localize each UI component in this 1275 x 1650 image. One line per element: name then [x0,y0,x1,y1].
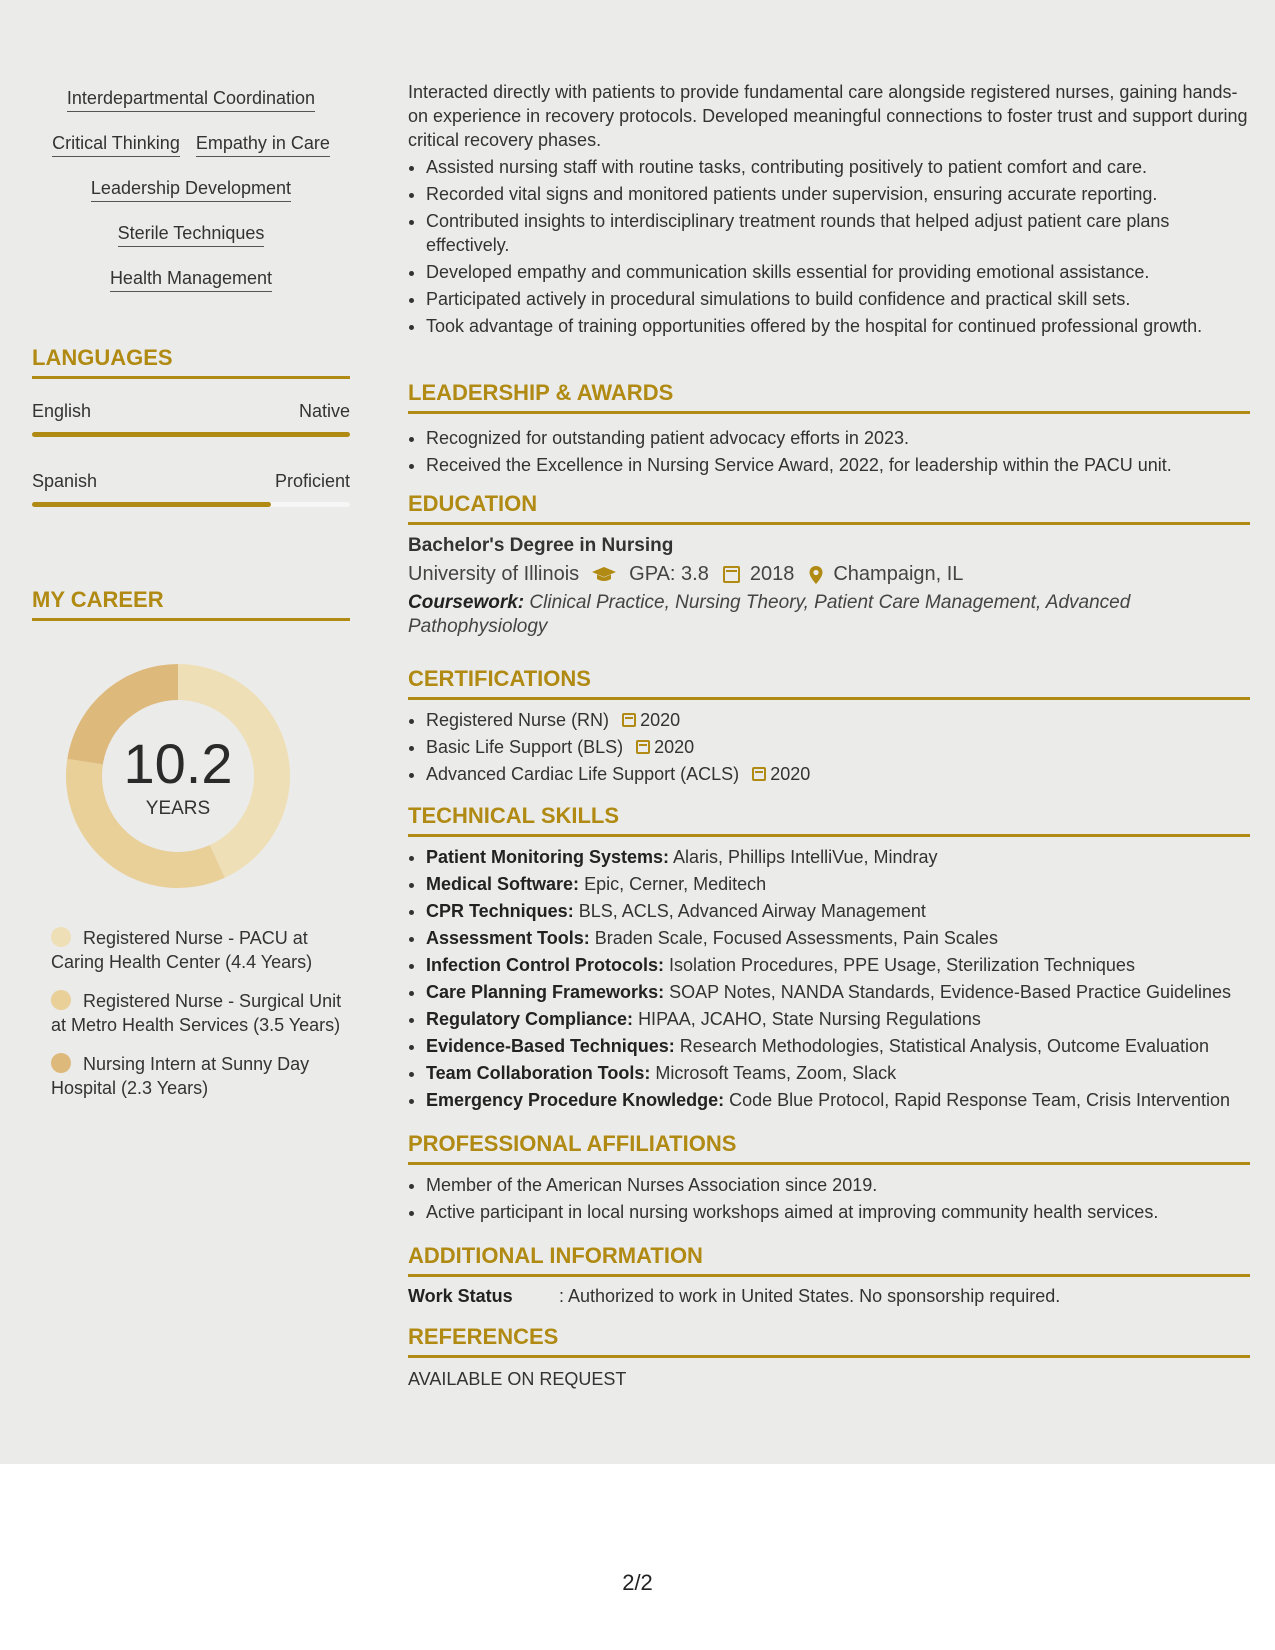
references-section [408,1324,1250,1390]
technical-label: Patient Monitoring Systems: [426,847,670,867]
technical-item [426,872,1250,896]
calendar-icon [752,767,766,781]
legend-dot [51,990,71,1010]
technical-item [426,926,1250,950]
technical-item [426,1061,1250,1085]
education-year: 2018 [749,563,795,585]
calendar-icon [636,740,650,754]
technical-value: Code Blue Protocol, Rapid Response Team, Crisis Intervention [729,1090,1231,1110]
technical-item [426,1034,1250,1058]
work-status-label: Work Status [408,1286,513,1306]
language-level: Native [298,401,350,421]
technical-value: Isolation Procedures, PPE Usage, Sterilization Techniques [669,955,1135,975]
certification-year: 2020 [654,737,695,757]
certification-name: Basic Life Support (BLS) [426,737,624,757]
technical-item [426,980,1250,1004]
education-coursework [408,591,1250,639]
experience-bullet: • Took advantage of training opportunities offered by the hospital for continued professional growth. [426,314,1250,338]
leadership-item: • Received the Excellence in Nursing Service Award, 2022, for leadership within the PACU unit. [426,453,1250,477]
skill-tag: Sterile Techniques [118,223,265,247]
language-bar [32,502,350,507]
language-item [32,401,350,437]
skill-tag: Leadership Development [91,178,291,202]
language-name: Spanish [32,471,98,491]
technical-label: Evidence-Based Techniques: [426,1036,675,1056]
skill-row [32,88,350,112]
leadership-section [408,380,1250,480]
language-item [32,471,350,507]
graduation-cap-icon [591,565,617,585]
calendar-icon [723,566,740,583]
language-name: English [32,401,92,421]
affiliations-title: PROFESSIONAL AFFILIATIONS [408,1131,1250,1165]
career-total: 10.2 [123,732,233,795]
skill-tag: Interdepartmental Coordination [67,88,315,112]
legend-item [32,926,350,974]
certification-name: Advanced Cardiac Life Support (ACLS) [426,764,740,784]
experience-bullet: • Participated actively in procedural simulations to build confidence and practical skill sets. [426,287,1250,311]
technical-label: Regulatory Compliance: [426,1009,634,1029]
technical-item [426,845,1250,869]
certifications-list [408,708,1250,786]
certification-item [426,735,1250,759]
affiliation-item: • Member of the American Nurses Association since 2019. [426,1173,1250,1197]
languages-section [32,345,350,507]
languages-title: LANGUAGES [32,345,350,379]
experience-bullet: • Developed empathy and communication skills essential for providing emotional assistance. [426,260,1250,284]
career-title: MY CAREER [32,587,350,621]
certifications-title: CERTIFICATIONS [408,666,1250,700]
technical-list [408,845,1250,1112]
language-bar-fill [32,432,350,437]
references-title: REFERENCES [408,1324,1250,1358]
education-gpa: GPA: 3.8 [629,563,709,585]
page-number: 2/2 [622,1570,653,1595]
career-section [32,587,350,621]
experience-summary: Interacted directly with patients to provide fundamental care alongside registered nurses, gaining hands-on experience in recovery protocols. Developed meaningful connections to foster trust and support during critical recovery phases. [408,82,1248,150]
work-status-value: : Authorized to work in United States. No sponsorship required. [559,1286,1061,1306]
affiliations-list [408,1173,1250,1224]
language-bar [32,432,350,437]
references-text: AVAILABLE ON REQUEST [408,1369,627,1389]
technical-value: Epic, Cerner, Meditech [584,874,767,894]
technical-skills-section [408,803,1250,1115]
experience-bullets [408,155,1250,338]
education-degree: Bachelor's Degree in Nursing [408,535,674,556]
legend-item [32,1052,350,1100]
skill-row [32,268,350,292]
education-location: Champaign, IL [833,563,964,585]
technical-label: Team Collaboration Tools: [426,1063,651,1083]
education-section [408,491,1250,639]
additional-section [408,1243,1250,1307]
legend-item [32,989,350,1037]
technical-value: Braden Scale, Focused Assessments, Pain Scales [594,928,998,948]
technical-item [426,953,1250,977]
experience-bullet: • Recorded vital signs and monitored patients under supervision, ensuring accurate reporting. [426,182,1250,206]
map-pin-icon [808,565,824,585]
technical-label: Infection Control Protocols: [426,955,664,975]
leadership-title: LEADERSHIP & AWARDS [408,380,1250,414]
coursework-label: Coursework: [408,592,525,613]
education-details [408,563,1250,586]
experience-bullet: • Contributed insights to interdisciplinary treatment rounds that helped adjust patient care plans effectively. [426,209,1250,257]
certifications-section [408,666,1250,789]
technical-label: Medical Software: [426,874,580,894]
technical-value: SOAP Notes, NANDA Standards, Evidence-Based Practice Guidelines [669,982,1232,1002]
technical-value: BLS, ACLS, Advanced Airway Management [578,901,926,921]
technical-value: Microsoft Teams, Zoom, Slack [655,1063,897,1083]
certification-year: 2020 [770,764,811,784]
career-legend [32,926,350,1100]
technical-title: TECHNICAL SKILLS [408,803,1250,837]
experience-bullet: • Assisted nursing staff with routine tasks, contributing positively to patient comfort and care. [426,155,1250,179]
technical-label: CPR Techniques: [426,901,574,921]
certification-item [426,708,1250,732]
skill-tag: Empathy in Care [196,133,330,157]
affiliation-item: • Active participant in local nursing workshops aimed at improving community health services. [426,1200,1250,1224]
leadership-item: • Recognized for outstanding patient advocacy efforts in 2023. [426,426,1250,450]
language-bar-fill [32,502,271,507]
leadership-list [408,426,1250,477]
technical-label: Emergency Procedure Knowledge: [426,1090,725,1110]
career-donut-chart [66,664,290,888]
affiliations-section [408,1131,1250,1227]
legend-label: Registered Nurse - PACU at Caring Health Center (4.4 Years) [51,928,313,972]
technical-value: HIPAA, JCAHO, State Nursing Regulations [638,1009,981,1029]
technical-value: Alaris, Phillips IntelliVue, Mindray [673,847,938,867]
skill-tag: Health Management [110,268,272,292]
language-level: Proficient [274,471,350,491]
technical-item [426,899,1250,923]
skill-row [32,133,350,157]
education-title: EDUCATION [408,491,1250,525]
certification-name: Registered Nurse (RN) [426,710,610,730]
skill-tag: Critical Thinking [52,133,180,157]
career-unit: YEARS [145,798,211,819]
work-status-row [408,1286,1250,1307]
legend-label: Registered Nurse - Surgical Unit at Metro Health Services (3.5 Years) [51,991,342,1035]
legend-dot [51,1053,71,1073]
experience-section [408,80,1250,341]
technical-label: Care Planning Frameworks: [426,982,665,1002]
legend-label: Nursing Intern at Sunny Day Hospital (2.3 Years) [51,1054,310,1098]
legend-dot [51,927,71,947]
certification-year: 2020 [640,710,681,730]
additional-title: ADDITIONAL INFORMATION [408,1243,1250,1277]
coursework-text: Clinical Practice, Nursing Theory, Patient Care Management, Advanced Pathophysiology [408,592,1131,637]
technical-value: Research Methodologies, Statistical Analysis, Outcome Evaluation [679,1036,1210,1056]
skill-row [32,223,350,247]
technical-item [426,1007,1250,1031]
technical-label: Assessment Tools: [426,928,590,948]
certification-item [426,762,1250,786]
technical-item [426,1088,1250,1112]
calendar-icon [622,713,636,727]
skill-row [32,178,350,202]
education-school: University of Illinois [408,563,580,585]
